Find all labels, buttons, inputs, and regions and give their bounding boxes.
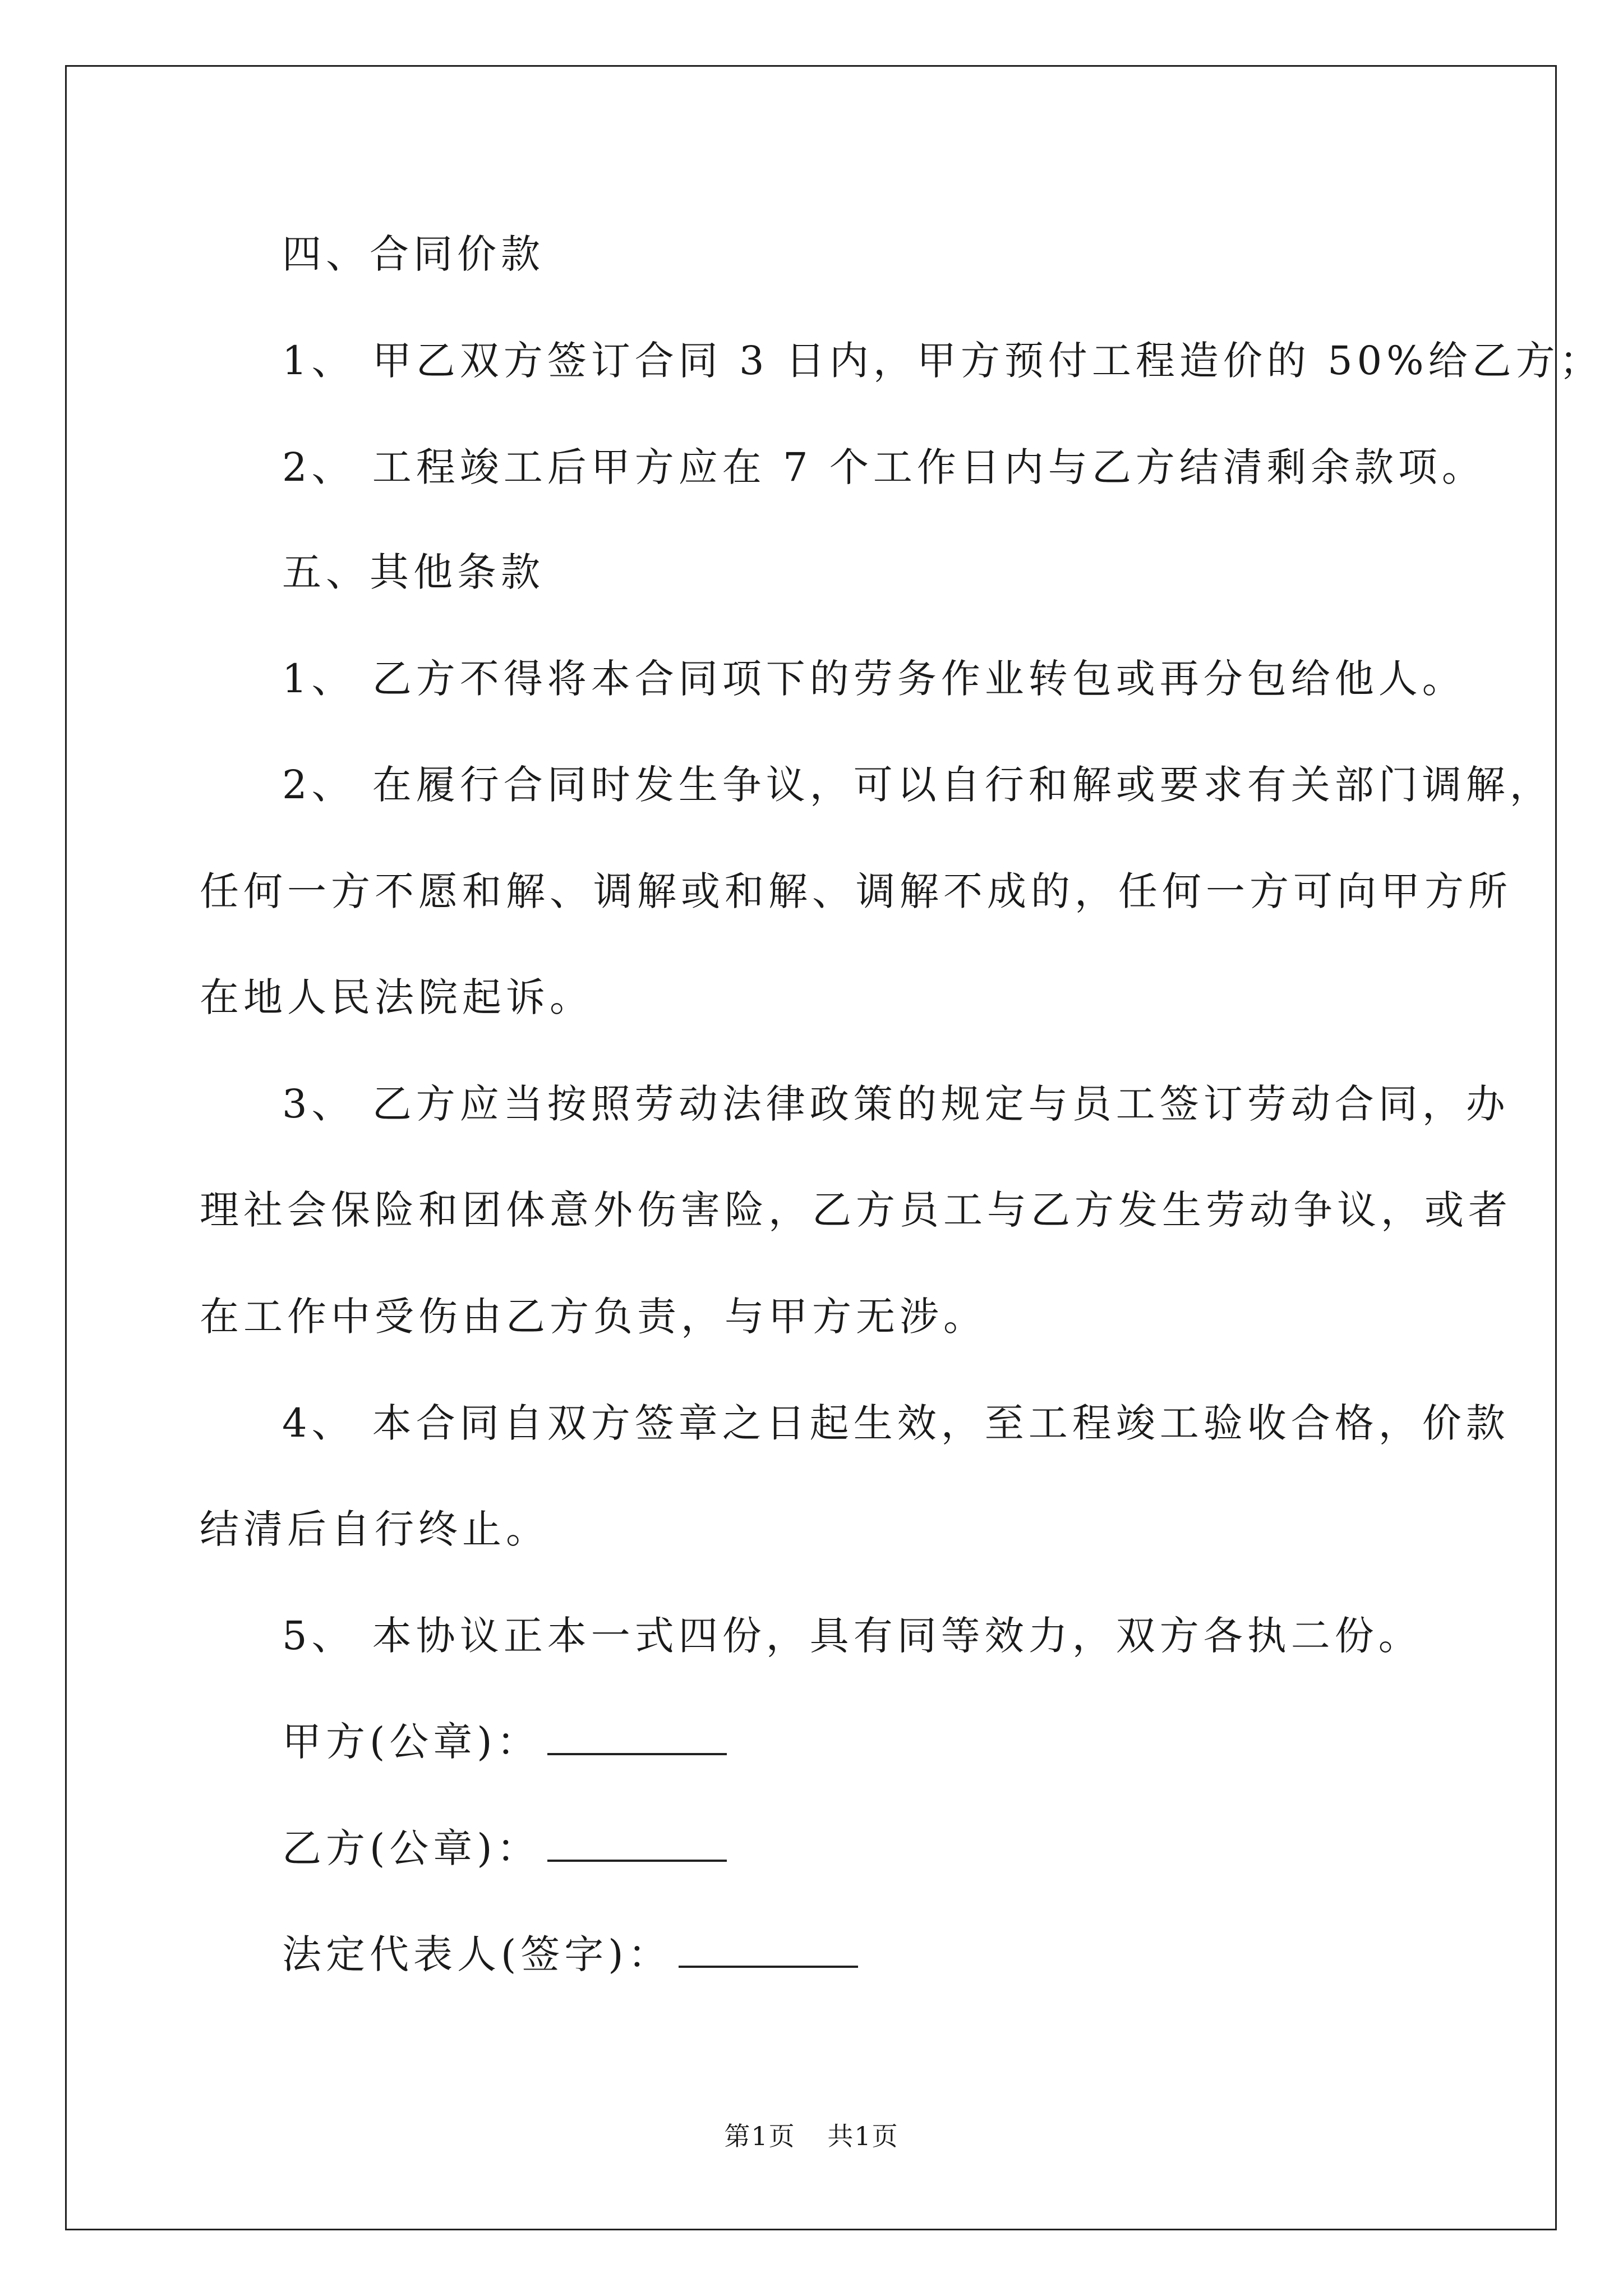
signature-blank[interactable]	[547, 1716, 727, 1755]
signature-legal-representative	[282, 1927, 858, 1981]
clause-text: 3、 乙方应当按照劳动法律政策的规定与员工签订劳动合同，办	[282, 1081, 1510, 1127]
signature-label: 甲方(公章)：	[282, 1719, 541, 1765]
page-number-total: 共1页	[827, 2121, 899, 2151]
page-footer	[0, 2119, 1623, 2153]
signature-blank[interactable]	[679, 1929, 858, 1968]
section-heading-contract-price: 四、合同价款	[282, 231, 545, 277]
page-number-current: 第1页	[724, 2121, 796, 2151]
section-heading-other-terms: 五、其他条款	[282, 549, 545, 595]
signature-party-a	[282, 1715, 727, 1769]
clause-text: 在工作中受伤由乙方负责，与甲方无涉。	[200, 1294, 987, 1340]
clause-text: 结清后自行终止。	[200, 1506, 550, 1552]
clause-text: 理社会保险和团体意外伤害险，乙方员工与乙方发生劳动争议，或者	[200, 1187, 1512, 1233]
clause-text: 2、 工程竣工后甲方应在 7 个工作日内与乙方结清剩余款项。	[282, 444, 1486, 490]
signature-party-b	[282, 1821, 727, 1875]
clause-text: 在地人民法院起诉。	[200, 974, 593, 1020]
clause-text: 1、 甲乙双方签订合同 3 日内，甲方预付工程造价的 50%给乙方；	[282, 338, 1603, 384]
clause-text: 2、 在履行合同时发生争议，可以自行和解或要求有关部门调解，	[282, 762, 1553, 808]
clause-text: 5、 本协议正本一式四份，具有同等效力，双方各执二份。	[282, 1613, 1422, 1659]
signature-label: 法定代表人(签字)：	[282, 1931, 672, 1977]
clause-text: 任何一方不愿和解、调解或和解、调解不成的，任何一方可向甲方所	[200, 868, 1512, 914]
signature-label: 乙方(公章)：	[282, 1825, 541, 1871]
clause-text: 1、 乙方不得将本合同项下的劳务作业转包或再分包给他人。	[282, 656, 1466, 702]
clause-text: 4、 本合同自双方签章之日起生效，至工程竣工验收合格，价款	[282, 1400, 1510, 1446]
signature-blank[interactable]	[547, 1823, 727, 1862]
